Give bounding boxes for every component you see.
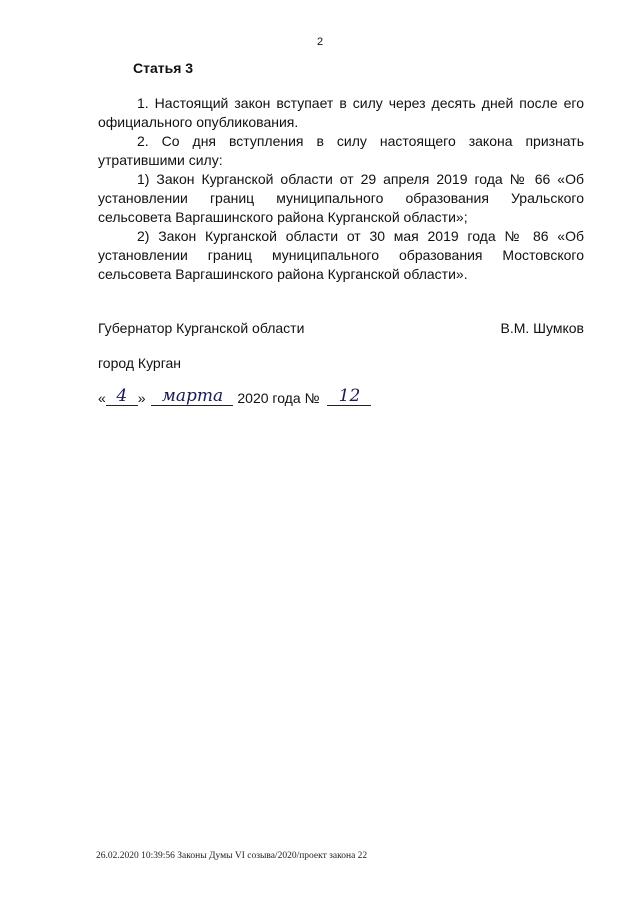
city-line: город Курган bbox=[98, 355, 182, 371]
paragraph-4: 2) Закон Курганской области от 30 мая 2019 года № 86 «Об установлении границ муниципального образования Мостовского сельсовета Варгашинского района Курганской области». bbox=[98, 228, 584, 282]
close-quote: » bbox=[137, 390, 146, 406]
article-title: Статья 3 bbox=[133, 60, 194, 76]
paragraph-1: 1. Настоящий закон вступает в силу через десять дней после его официального опубликования. bbox=[98, 95, 584, 130]
paragraph-3: 1) Закон Курганской области от 29 апреля 2019 года № 66 «Об установлении границ муниципального образования Уральского сельсовета Варгашинского района Курганской области»; bbox=[98, 171, 584, 225]
page-number: 2 bbox=[316, 36, 324, 48]
article-body bbox=[98, 94, 584, 284]
date-month-handwritten: марта bbox=[151, 387, 233, 406]
date-line bbox=[98, 387, 371, 409]
law-number-handwritten: 12 bbox=[327, 387, 371, 406]
paragraph-2: 2. Со дня вступления в силу настоящего закона признать утратившими силу: bbox=[98, 133, 584, 168]
signatory-name: В.М. Шумков bbox=[500, 320, 584, 336]
date-year-text: 2020 года № bbox=[237, 390, 320, 406]
open-quote: « bbox=[98, 390, 106, 406]
date-day-handwritten: 4 bbox=[106, 387, 138, 406]
footer-stamp: 26.02.2020 10:39:56 Законы Думы VI созыва/2020/проект закона 22 bbox=[96, 851, 368, 861]
signatory-position: Губернатор Курганской области bbox=[98, 320, 305, 336]
